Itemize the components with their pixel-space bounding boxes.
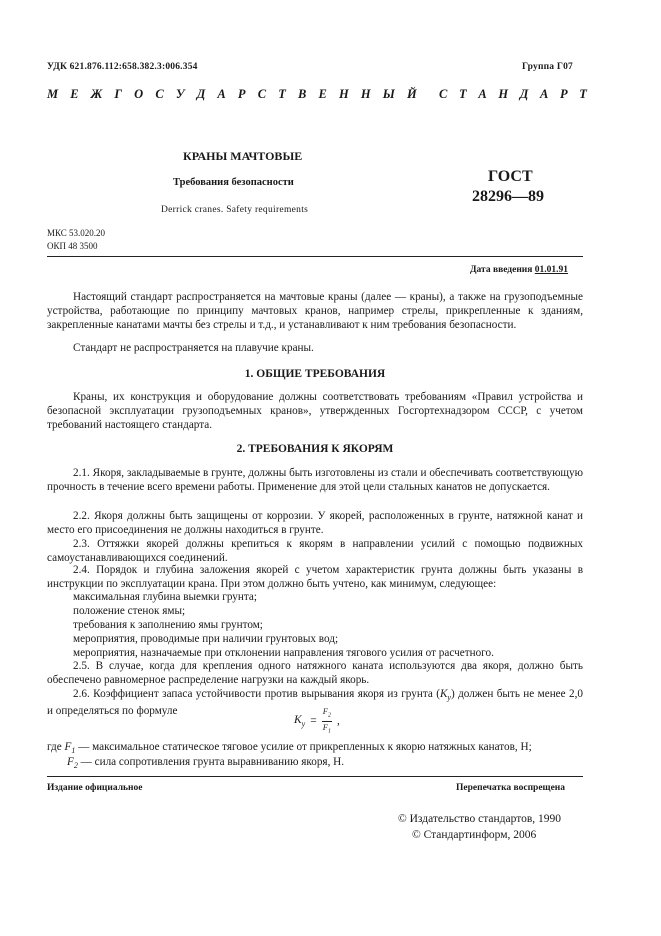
reprint-prohibited: Перепечатка воспрещена — [456, 783, 566, 793]
list-item: мероприятия, назначаемые при отклонении направления тягового усилия от расчетного. — [73, 647, 494, 659]
where-lead: где — [47, 741, 62, 753]
denominator-sub: 1 — [327, 728, 331, 735]
where-f2 — [67, 756, 344, 770]
section-1-paragraph: Краны, их конструкция и оборудование должны соответствовать требованиям «Правил устройства и безопасной эксплуатации грузоподъемных кранов», утвержденных Госгортехнадзором СССР, с учетом требований настоящего стандарта. — [47, 391, 583, 431]
list-item: максимальная глубина выемки грунта; — [73, 591, 257, 603]
document-subtitle: Требования безопасности — [173, 177, 294, 188]
gost-label: ГОСТ — [488, 168, 533, 185]
copyright-2006: © Стандартинформ, 2006 — [412, 829, 537, 841]
banner-letter: А — [539, 87, 549, 101]
intro-paragraph-1: Настоящий стандарт распространяется на мачтовые краны (далее — краны), а также на грузоподъемные устройства, работающие по принципу мачтовых кранов, например стрелы, прикрепленные к зданиям, закрепленные канатами мачты без стрелы и т.д., и устанавливают к ним требования безопасности. — [47, 291, 583, 331]
clause-2-1: 2.1. Якоря, закладываемые в грунте, должны быть изготовлены из стали и обеспечивать соответствующую прочность в течение всего времени работы. Применение для этой цели стальных канатов не допускается. — [47, 467, 583, 493]
copyright-1990: © Издательство стандартов, 1990 — [398, 813, 562, 825]
list-item: требования к заполнению ямы грунтом; — [73, 619, 263, 631]
banner-letter: С — [257, 87, 267, 101]
official-edition: Издание официальное — [47, 783, 143, 793]
footer-divider — [47, 776, 583, 777]
clause-2-4: 2.4. Порядок и глубина заложения якорей с учетом характеристик грунта должны быть указаны в инструкции по эксплуатации крана. При этом должно быть учтено, как минимум, следующее: — [47, 564, 583, 590]
intro-date-value: 01.01.91 — [534, 265, 569, 275]
banner-letter: С — [155, 87, 164, 101]
header-divider — [47, 256, 583, 257]
numerator-sub: 2 — [327, 712, 331, 719]
banner-letter: С — [439, 87, 448, 101]
clause-2-5: 2.5. В случае, когда для крепления одного натяжного каната используются два якоря, должно быть обеспечено равномерное распределение нагрузки на каждый якорь. — [47, 660, 583, 686]
where-f1 — [47, 741, 532, 755]
formula-lhs-sub: y — [301, 719, 306, 729]
mks-code: МКС 53.020.20 — [47, 228, 106, 238]
banner-left — [47, 87, 417, 102]
ky-symbol — [439, 688, 451, 703]
udk-code: УДК 621.876.112:658.382.3:006.354 — [47, 62, 198, 72]
denominator-base: F — [322, 721, 328, 732]
banner-letter: Р — [559, 87, 568, 101]
formula-ky — [294, 706, 340, 736]
clause-2-3: 2.3. Оттяжки якорей должны крепиться к якорям в направлении усилий с помощью подвижных самоустанавливающихся соединений. — [47, 538, 583, 564]
numerator-base: F — [322, 706, 328, 716]
intro-date — [470, 265, 568, 275]
clause-2-6-text-b: ) должен быть не менее 2,0 и определяться по формуле — [47, 688, 583, 718]
banner-letter: Т — [459, 87, 467, 101]
list-item: положение стенок ямы; — [73, 605, 186, 617]
banner-letter: Т — [278, 87, 286, 101]
banner-letter: Т — [579, 87, 587, 101]
document-title: КРАНЫ МАЧТОВЫЕ — [183, 149, 303, 163]
section-1-heading: 1. ОБЩИЕ ТРЕБОВАНИЯ — [244, 368, 386, 380]
formula-lhs-base: K — [294, 714, 302, 727]
ky-base: K — [439, 688, 448, 700]
f2-sub: 2 — [73, 761, 78, 771]
clause-2-6-text-a: 2.6. Коэффициент запаса устойчивости против вырывания якоря из грунта ( — [73, 688, 440, 700]
banner-letter: Г — [114, 87, 122, 101]
banner-right — [439, 87, 587, 102]
banner-letter: Д — [519, 87, 529, 101]
clause-2-2: 2.2. Якоря должны быть защищены от коррозии. У якорей, расположенных в грунте, натяжной канат и место его присоединения не должны находиться в грунте. — [47, 510, 583, 536]
group-code: Группа Г07 — [522, 62, 573, 72]
formula-denominator — [323, 722, 331, 737]
intro-date-label: Дата введения — [470, 265, 533, 275]
formula-comma: , — [336, 715, 340, 728]
banner-letter: Н — [360, 87, 371, 101]
f1-sub: 1 — [71, 746, 76, 756]
banner-letter: Р — [237, 87, 246, 101]
banner-letter: А — [478, 87, 487, 101]
banner-letter: А — [217, 87, 226, 101]
ky-sub: y — [447, 693, 451, 703]
formula-fraction — [322, 706, 332, 736]
banner-letter: О — [134, 87, 144, 101]
banner-letter: Н — [498, 87, 509, 101]
formula-equals: = — [310, 715, 317, 728]
banner-letter: Ы — [382, 87, 395, 101]
gost-number: 28296—89 — [472, 188, 544, 205]
banner-letter: Ж — [90, 87, 103, 101]
banner-letter: В — [297, 87, 307, 101]
english-title: Derrick cranes. Safety requirements — [161, 205, 309, 215]
f1-symbol — [64, 741, 76, 756]
f2-symbol — [67, 756, 78, 771]
banner-letter: Е — [70, 87, 79, 101]
formula-lhs — [294, 714, 305, 728]
f1-base: F — [64, 741, 72, 753]
banner-letter: Е — [318, 87, 327, 101]
section-2-heading: 2. ТРЕБОВАНИЯ К ЯКОРЯМ — [236, 443, 394, 455]
banner-letter: М — [47, 87, 59, 101]
f1-text: — максимальное статическое тяговое усилие от прикрепленных к якорю натяжных канатов, Н; — [75, 741, 532, 753]
banner-letter: У — [175, 87, 185, 101]
banner-letter: Й — [407, 87, 417, 101]
banner-letter: Н — [338, 87, 349, 101]
intro-paragraph-2: Стандарт не распространяется на плавучие краны. — [73, 342, 314, 354]
standard-banner — [47, 87, 587, 102]
formula-numerator — [322, 706, 332, 722]
okp-code: ОКП 48 3500 — [47, 241, 98, 251]
banner-letter: Д — [196, 87, 206, 101]
list-item: мероприятия, проводимые при наличии грунтовых вод; — [73, 633, 339, 645]
f2-base: F — [67, 756, 74, 768]
f2-text: — сила сопротивления грунта выравниванию якоря, Н. — [77, 756, 345, 768]
